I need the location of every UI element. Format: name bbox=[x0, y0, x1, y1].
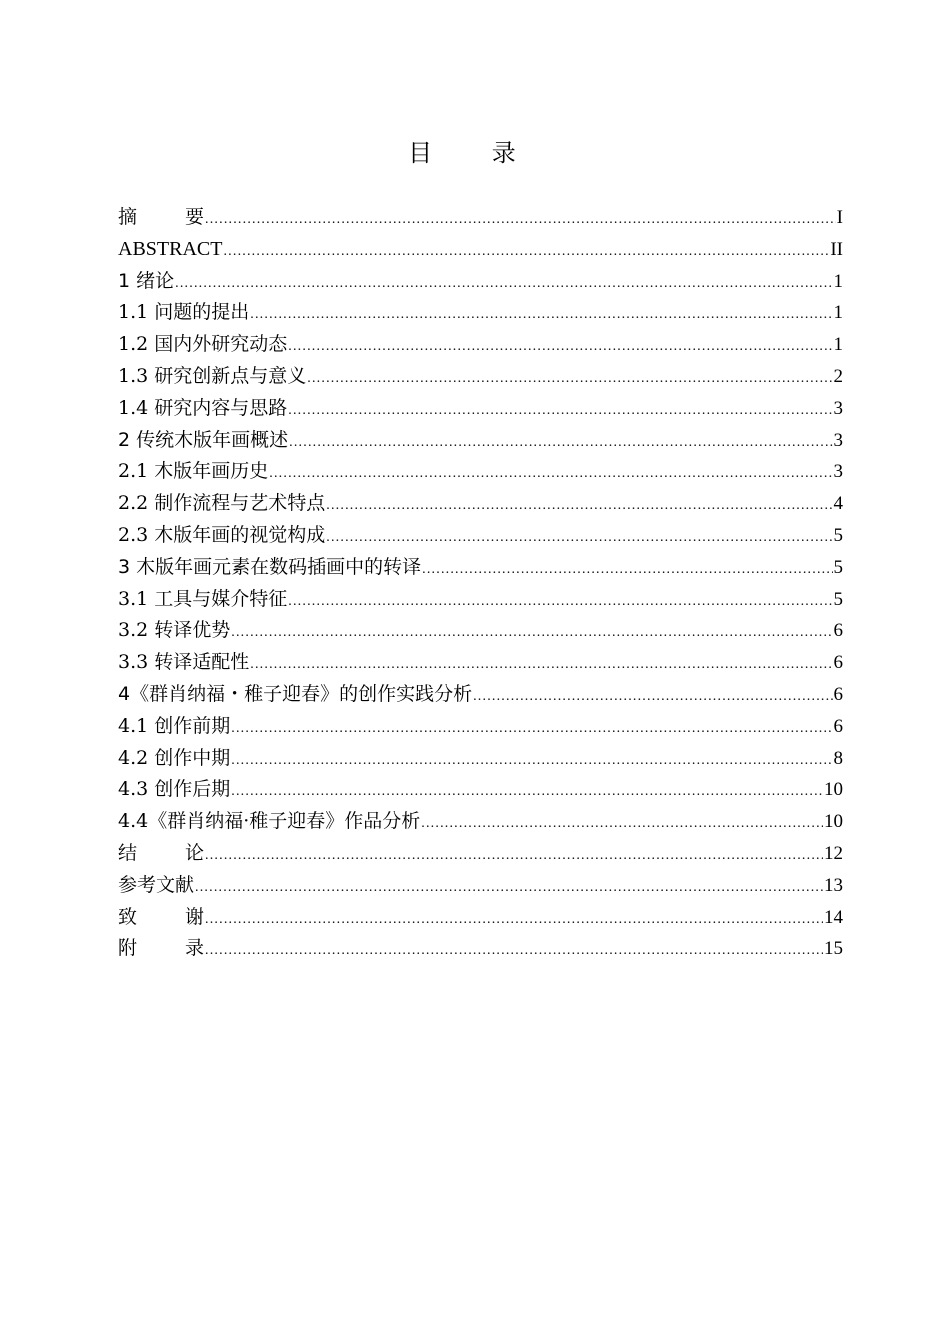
toc-entry-page-number: 6 bbox=[833, 620, 843, 642]
toc-entry-page-number: 1 bbox=[833, 302, 843, 324]
toc-entry[interactable] bbox=[118, 266, 843, 298]
toc-leader-dots bbox=[288, 331, 832, 363]
toc-leader-dots bbox=[288, 395, 832, 427]
toc-leader-dots bbox=[288, 586, 832, 618]
toc-leader-dots bbox=[205, 935, 823, 967]
toc-leader-dots bbox=[269, 458, 832, 490]
toc-entry-label: 3 木版年画元素在数码插画中的转译 bbox=[118, 555, 422, 578]
toc-entry-label: 3.1 工具与媒介特征 bbox=[118, 587, 288, 610]
toc-entry[interactable] bbox=[118, 297, 843, 329]
toc-entry-label: 摘要 bbox=[118, 206, 205, 228]
toc-entry[interactable] bbox=[118, 552, 843, 584]
toc-leader-dots bbox=[205, 904, 823, 936]
toc-leader-dots bbox=[231, 776, 823, 808]
toc-entry-page-number: 13 bbox=[824, 874, 843, 896]
table-of-contents bbox=[118, 202, 843, 965]
toc-entry-label: 4.2 创作中期 bbox=[118, 746, 231, 769]
toc-entry-page-number: 15 bbox=[824, 938, 843, 960]
page-title: 目 录 bbox=[408, 139, 542, 167]
toc-entry[interactable] bbox=[118, 361, 843, 393]
toc-entry-label: 1.4 研究内容与思路 bbox=[118, 396, 288, 419]
toc-entry[interactable] bbox=[118, 902, 843, 934]
toc-entry-label: 附录 bbox=[118, 937, 205, 960]
toc-leader-dots bbox=[205, 204, 836, 236]
toc-entry-page-number: 6 bbox=[833, 715, 843, 737]
toc-entry[interactable] bbox=[118, 425, 843, 457]
toc-entry[interactable] bbox=[118, 234, 843, 266]
toc-entry[interactable] bbox=[118, 488, 843, 520]
toc-leader-dots bbox=[473, 681, 832, 713]
toc-entry-page-number: 3 bbox=[833, 397, 843, 419]
toc-entry-page-number: I bbox=[836, 207, 843, 228]
toc-entry[interactable] bbox=[118, 329, 843, 361]
toc-leader-dots bbox=[250, 649, 832, 681]
toc-entry[interactable] bbox=[118, 806, 843, 838]
toc-leader-dots bbox=[326, 522, 832, 554]
toc-leader-dots bbox=[326, 490, 832, 522]
toc-entry-label: 4《群肖纳福・稚子迎春》的创作实践分析 bbox=[118, 682, 473, 705]
toc-entry-page-number: 12 bbox=[824, 842, 843, 864]
toc-entry[interactable] bbox=[118, 933, 843, 965]
toc-entry-page-number: II bbox=[830, 238, 843, 260]
toc-entry-page-number: 5 bbox=[833, 524, 843, 546]
toc-entry-page-number: 1 bbox=[833, 334, 843, 356]
toc-entry-label: 2.3 木版年画的视觉构成 bbox=[118, 523, 326, 546]
toc-entry-page-number: 5 bbox=[833, 556, 843, 578]
toc-entry-label: 结论 bbox=[118, 841, 205, 864]
toc-entry[interactable] bbox=[118, 456, 843, 488]
toc-entry-page-number: 14 bbox=[824, 906, 843, 928]
toc-leader-dots bbox=[307, 363, 832, 395]
toc-entry[interactable] bbox=[118, 838, 843, 870]
toc-entry-page-number: 3 bbox=[833, 461, 843, 483]
toc-entry-page-number: 3 bbox=[833, 429, 843, 451]
toc-entry-label: 2.1 木版年画历史 bbox=[118, 460, 269, 483]
toc-entry[interactable] bbox=[118, 743, 843, 775]
toc-entry[interactable] bbox=[118, 584, 843, 616]
toc-entry[interactable] bbox=[118, 202, 843, 234]
toc-entry[interactable] bbox=[118, 520, 843, 552]
toc-entry[interactable] bbox=[118, 711, 843, 743]
toc-leader-dots bbox=[175, 268, 832, 300]
toc-entry-label: 1.1 问题的提出 bbox=[118, 301, 250, 324]
toc-entry-label: 1.3 研究创新点与意义 bbox=[118, 364, 307, 387]
toc-leader-dots bbox=[231, 713, 832, 745]
toc-entry-label: 2.2 制作流程与艺术特点 bbox=[118, 492, 326, 515]
toc-entry-page-number: 10 bbox=[824, 779, 843, 801]
toc-leader-dots bbox=[205, 840, 823, 872]
toc-entry-label: 1.2 国内外研究动态 bbox=[118, 333, 288, 356]
toc-entry-label: 4.3 创作后期 bbox=[118, 778, 231, 801]
toc-entry-label: 4.4《群肖纳福·稚子迎春》作品分析 bbox=[118, 810, 421, 833]
toc-entry[interactable] bbox=[118, 679, 843, 711]
toc-entry-page-number: 5 bbox=[833, 588, 843, 610]
toc-entry-page-number: 4 bbox=[833, 493, 843, 515]
toc-entry-label: 3.3 转译适配性 bbox=[118, 651, 250, 674]
toc-entry-page-number: 6 bbox=[833, 652, 843, 674]
toc-entry-page-number: 8 bbox=[833, 747, 843, 769]
toc-entry-label: ABSTRACT bbox=[118, 237, 223, 260]
toc-leader-dots bbox=[289, 427, 832, 459]
toc-leader-dots bbox=[195, 872, 823, 904]
toc-entry[interactable] bbox=[118, 774, 843, 806]
toc-entry[interactable] bbox=[118, 393, 843, 425]
toc-leader-dots bbox=[223, 236, 829, 268]
toc-leader-dots bbox=[231, 617, 832, 649]
toc-leader-dots bbox=[421, 808, 823, 840]
toc-leader-dots bbox=[231, 745, 832, 777]
toc-leader-dots bbox=[250, 299, 832, 331]
toc-entry-label: 4.1 创作前期 bbox=[118, 714, 231, 737]
toc-entry-label: 2 传统木版年画概述 bbox=[118, 428, 289, 451]
toc-entry[interactable] bbox=[118, 870, 843, 902]
toc-entry-page-number: 1 bbox=[833, 270, 843, 292]
toc-entry[interactable] bbox=[118, 647, 843, 679]
toc-entry[interactable] bbox=[118, 615, 843, 647]
toc-entry-page-number: 10 bbox=[824, 811, 843, 833]
toc-entry-label: 参考文献 bbox=[118, 873, 195, 896]
toc-entry-page-number: 2 bbox=[833, 365, 843, 387]
toc-entry-label: 1 绪论 bbox=[118, 269, 175, 292]
toc-entry-page-number: 6 bbox=[833, 683, 843, 705]
toc-entry-label: 致谢 bbox=[118, 905, 205, 928]
toc-entry-label: 3.2 转译优势 bbox=[118, 619, 231, 642]
toc-leader-dots bbox=[422, 554, 832, 586]
